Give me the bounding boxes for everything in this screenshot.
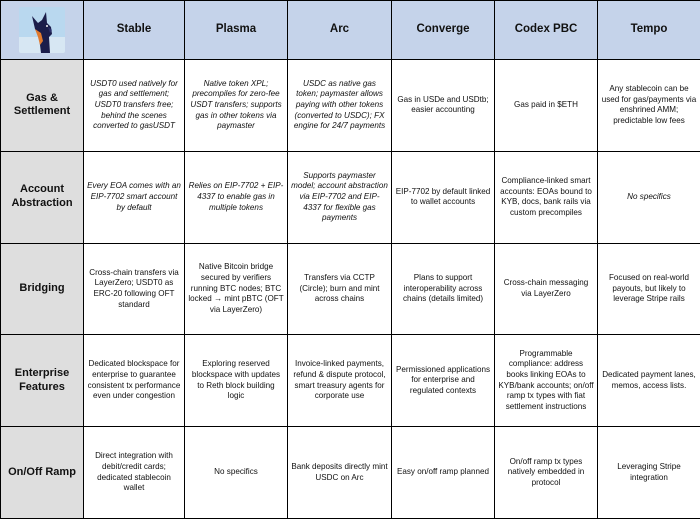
table-row: [1, 151, 700, 243]
column-header-converge: Converge: [392, 1, 495, 60]
row-header-bridging: Bridging: [1, 243, 84, 335]
table-cell: Plans to support interoperability across chains (details limited): [392, 243, 495, 335]
logo-cell: [1, 1, 84, 60]
table-cell: Cross-chain transfers via LayerZero; USDT0 as ERC-20 following OFT standard: [84, 243, 185, 335]
table-cell: Exploring reserved blockspace with updates to Reth block building logic: [185, 335, 288, 427]
table-cell: USDT0 used natively for gas and settlement; USDT0 transfers free; behind the scenes converted to gasUSDT: [84, 60, 185, 152]
table-cell: Bank deposits directly mint USDC on Arc: [288, 427, 392, 519]
table-cell: Supports paymaster model; account abstraction via EIP-7702 and EIP-4337 for flexible gas payments: [288, 151, 392, 243]
table-cell: On/off ramp tx types natively embedded in protocol: [495, 427, 598, 519]
table-cell: Relies on EIP-7702 + EIP-4337 to enable gas in multiple tokens: [185, 151, 288, 243]
column-header-stable: Stable: [84, 1, 185, 60]
table-cell: Every EOA comes with an EIP-7702 smart account by default: [84, 151, 185, 243]
table-cell: Easy on/off ramp planned: [392, 427, 495, 519]
table-row: [1, 427, 700, 519]
table-cell: Focused on real-world payouts, but likely to leverage Stripe rails: [598, 243, 700, 335]
table-cell: Any stablecoin can be used for gas/payments via enshrined AMM; predictable low fees: [598, 60, 700, 152]
column-header-plasma: Plasma: [185, 1, 288, 60]
table-cell: Permissioned applications for enterprise and regulated contexts: [392, 335, 495, 427]
row-header-on-off-ramp: On/Off Ramp: [1, 427, 84, 519]
table-row: [1, 335, 700, 427]
table-cell: Cross-chain messaging via LayerZero: [495, 243, 598, 335]
table-row: [1, 60, 700, 152]
table-cell: Gas paid in $ETH: [495, 60, 598, 152]
column-header-arc: Arc: [288, 1, 392, 60]
table-cell: No specifics: [598, 151, 700, 243]
table-cell: Invoice-linked payments, refund & dispute protocol, smart treasury agents for corporate use: [288, 335, 392, 427]
row-header-gas-settlement: Gas & Settlement: [1, 60, 84, 152]
table-cell: Native token XPL; precompiles for zero-fee USDT transfers; supports gas in other tokens via paymaster: [185, 60, 288, 152]
table-cell: Direct integration with debit/credit cards; dedicated stablecoin wallet: [84, 427, 185, 519]
table-cell: Dedicated blockspace for enterprise to guarantee consistent tx performance even under congestion: [84, 335, 185, 427]
table-cell: EIP-7702 by default linked to wallet accounts: [392, 151, 495, 243]
header-row: [1, 1, 700, 60]
table-cell: Gas in USDe and USDtb; easier accounting: [392, 60, 495, 152]
table-cell: Programmable compliance: address books linking EOAs to KYB/bank accounts; on/off ramp tx types with fiat settlement instructions: [495, 335, 598, 427]
row-header-enterprise-features: Enterprise Features: [1, 335, 84, 427]
table-cell: Compliance-linked smart accounts: EOAs bound to KYB, docs, bank rails via custom precompiles: [495, 151, 598, 243]
row-header-account-abstraction: Account Abstraction: [1, 151, 84, 243]
table-cell: Native Bitcoin bridge secured by verifiers running BTC nodes; BTC locked → mint pBTC (OFT via LayerZero): [185, 243, 288, 335]
table-cell: Leveraging Stripe integration: [598, 427, 700, 519]
wolf-logo-icon: [19, 7, 65, 53]
column-header-tempo: Tempo: [598, 1, 700, 60]
table-cell: USDC as native gas token; paymaster allows paying with other tokens (converted to USDC); FX engine for 24/7 payments: [288, 60, 392, 152]
table-cell: Dedicated payment lanes, memos, access lists.: [598, 335, 700, 427]
table-cell: No specifics: [185, 427, 288, 519]
table-row: [1, 243, 700, 335]
column-header-codex-pbc: Codex PBC: [495, 1, 598, 60]
table-cell: Transfers via CCTP (Circle); burn and mint across chains: [288, 243, 392, 335]
